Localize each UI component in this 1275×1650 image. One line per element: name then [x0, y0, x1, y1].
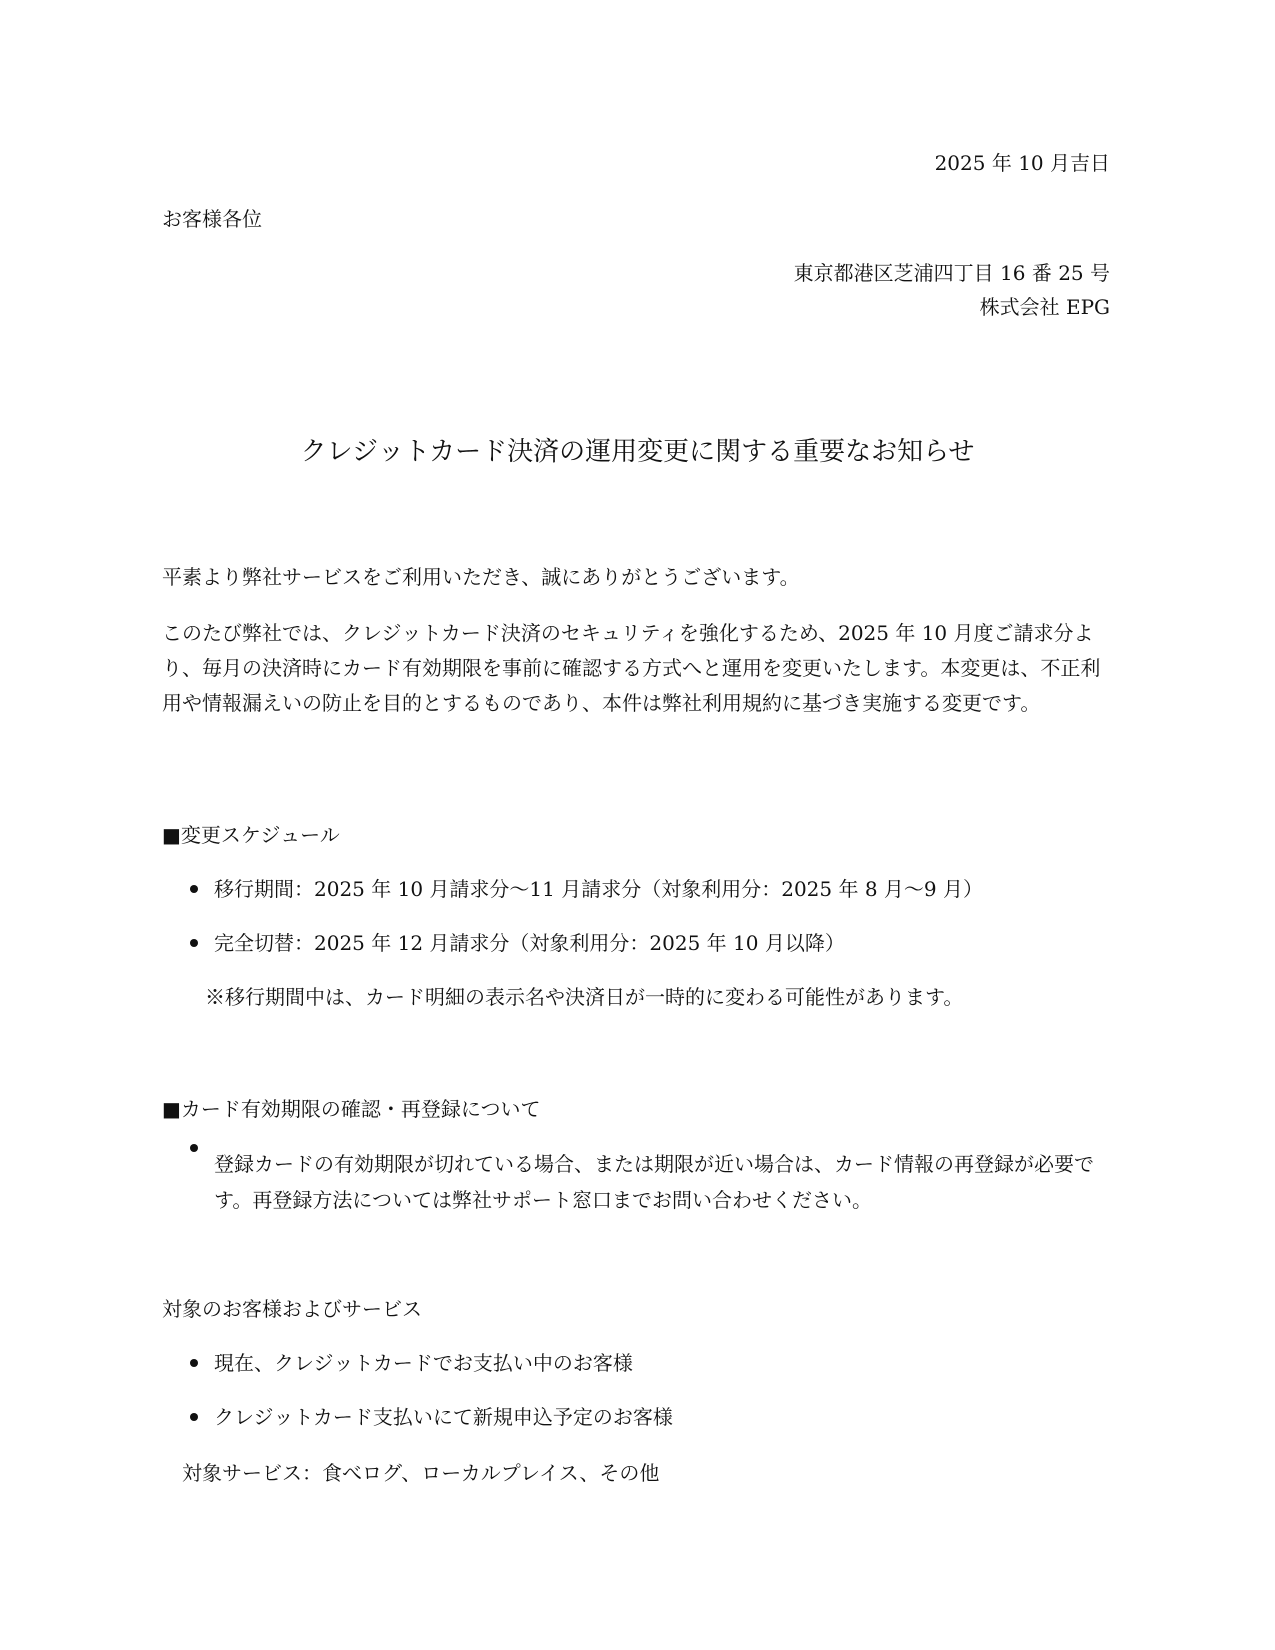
bullet-icon — [190, 1359, 198, 1367]
schedule-item-full-switch: 完全切替：2025 年 12 月請求分（対象利用分：2025 年 10 月以降） — [214, 931, 845, 955]
bullet-icon — [190, 885, 198, 893]
bullet-icon — [190, 1144, 198, 1152]
sender-address: 東京都港区芝浦四丁目 16 番 25 号 — [793, 261, 1110, 285]
list-item — [190, 1146, 1094, 1218]
bullet-icon — [190, 939, 198, 947]
schedule-item-transition: 移行期間：2025 年 10 月請求分～11 月請求分（対象利用分：2025 年 8 月～9 月） — [214, 877, 984, 901]
list-item — [190, 872, 983, 906]
schedule-heading: ■変更スケジュール — [162, 823, 340, 847]
expiry-heading: ■カード有効期限の確認・再登録について — [162, 1097, 541, 1121]
intro-paragraph-1: 平素より弊社サービスをご利用いただき、誠にありがとうございます。 — [162, 565, 800, 589]
schedule-note: ※移行期間中は、カード明細の表示名や決済日が一時的に変わる可能性があります。 — [205, 985, 964, 1009]
document-title: クレジットカード決済の運用変更に関する重要なお知らせ — [300, 437, 975, 467]
bullet-icon — [190, 1413, 198, 1421]
document-date: 2025 年 10 月吉日 — [934, 151, 1110, 175]
target-item-current: 現在、クレジットカードでお支払い中のお客様 — [214, 1351, 633, 1375]
list-item — [190, 926, 845, 960]
list-item — [190, 1346, 633, 1380]
target-services: 対象サービス：食べログ、ローカルプレイス、その他 — [182, 1461, 660, 1485]
list-item — [190, 1400, 673, 1434]
expiry-item-reregister: 登録カードの有効期限が切れている場合、または期限が近い場合は、カード情報の再登録が必要です。再登録方法については弊社サポート窓口までお問い合わせください。 — [214, 1152, 1094, 1212]
sender-company: 株式会社 EPG — [979, 295, 1110, 319]
recipient-greeting: お客様各位 — [162, 207, 262, 231]
intro-paragraph-2: このたび弊社では、クレジットカード決済のセキュリティを強化するため、2025 年 10 月度ご請求分より、毎月の決済時にカード有効期限を事前に確認する方式へと運用を変更いたします。本変更は、不正利用や情報漏えいの防止を目的とするものであり、本件は弊社利用規約に基づき実施する変更です。 — [162, 621, 1101, 715]
target-item-new: クレジットカード支払いにて新規申込予定のお客様 — [214, 1405, 673, 1429]
target-heading: 対象のお客様およびサービス — [162, 1297, 422, 1321]
